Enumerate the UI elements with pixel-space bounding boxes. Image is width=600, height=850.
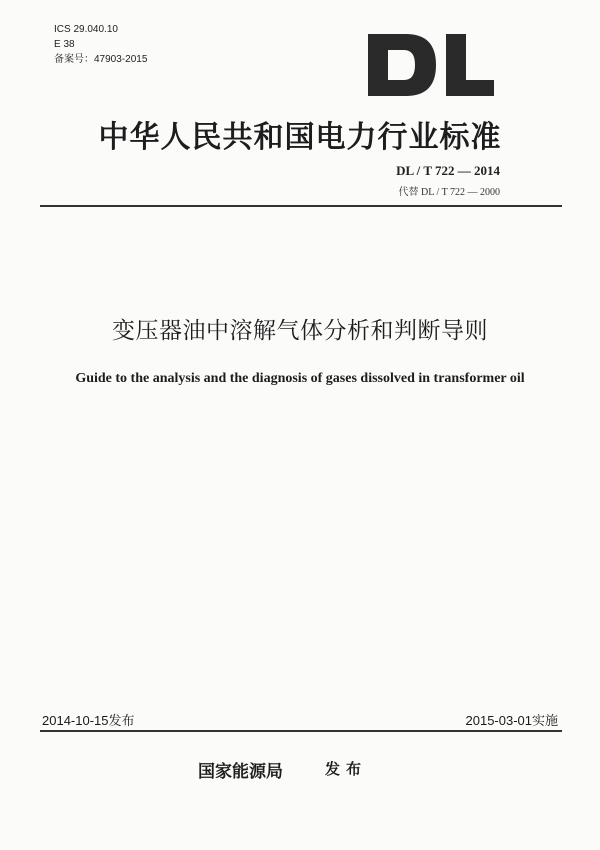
dl-logo <box>366 30 496 100</box>
issue-date: 2014-10-15发布 <box>42 713 135 728</box>
dl-logo-mark <box>366 30 496 100</box>
standard-metadata <box>54 22 147 67</box>
record-number: 备案号：47903-2015 <box>54 54 148 65</box>
replaced-standard: 代替 DL / T 722 — 2000 <box>398 187 500 198</box>
bottom-divider <box>40 730 562 732</box>
document-title-chinese: 变压器油中溶解气体分析和判断导则 <box>112 318 488 344</box>
standard-code: DL / T 722 — 2014 <box>396 163 500 178</box>
standard-category-title: 中华人民共和国电力行业标准 <box>98 120 502 155</box>
document-title-english: Guide to the analysis and the diagnosis of gases dissolved in transformer oil <box>75 371 525 386</box>
implementation-date: 2015-03-01实施 <box>465 713 558 728</box>
issuing-authority: 国家能源局 <box>198 762 283 782</box>
issue-label: 发布 <box>325 760 368 778</box>
ics-code: ICS 29.040.10 <box>54 24 118 35</box>
top-divider <box>40 205 562 207</box>
category-code: E 38 <box>54 39 75 50</box>
